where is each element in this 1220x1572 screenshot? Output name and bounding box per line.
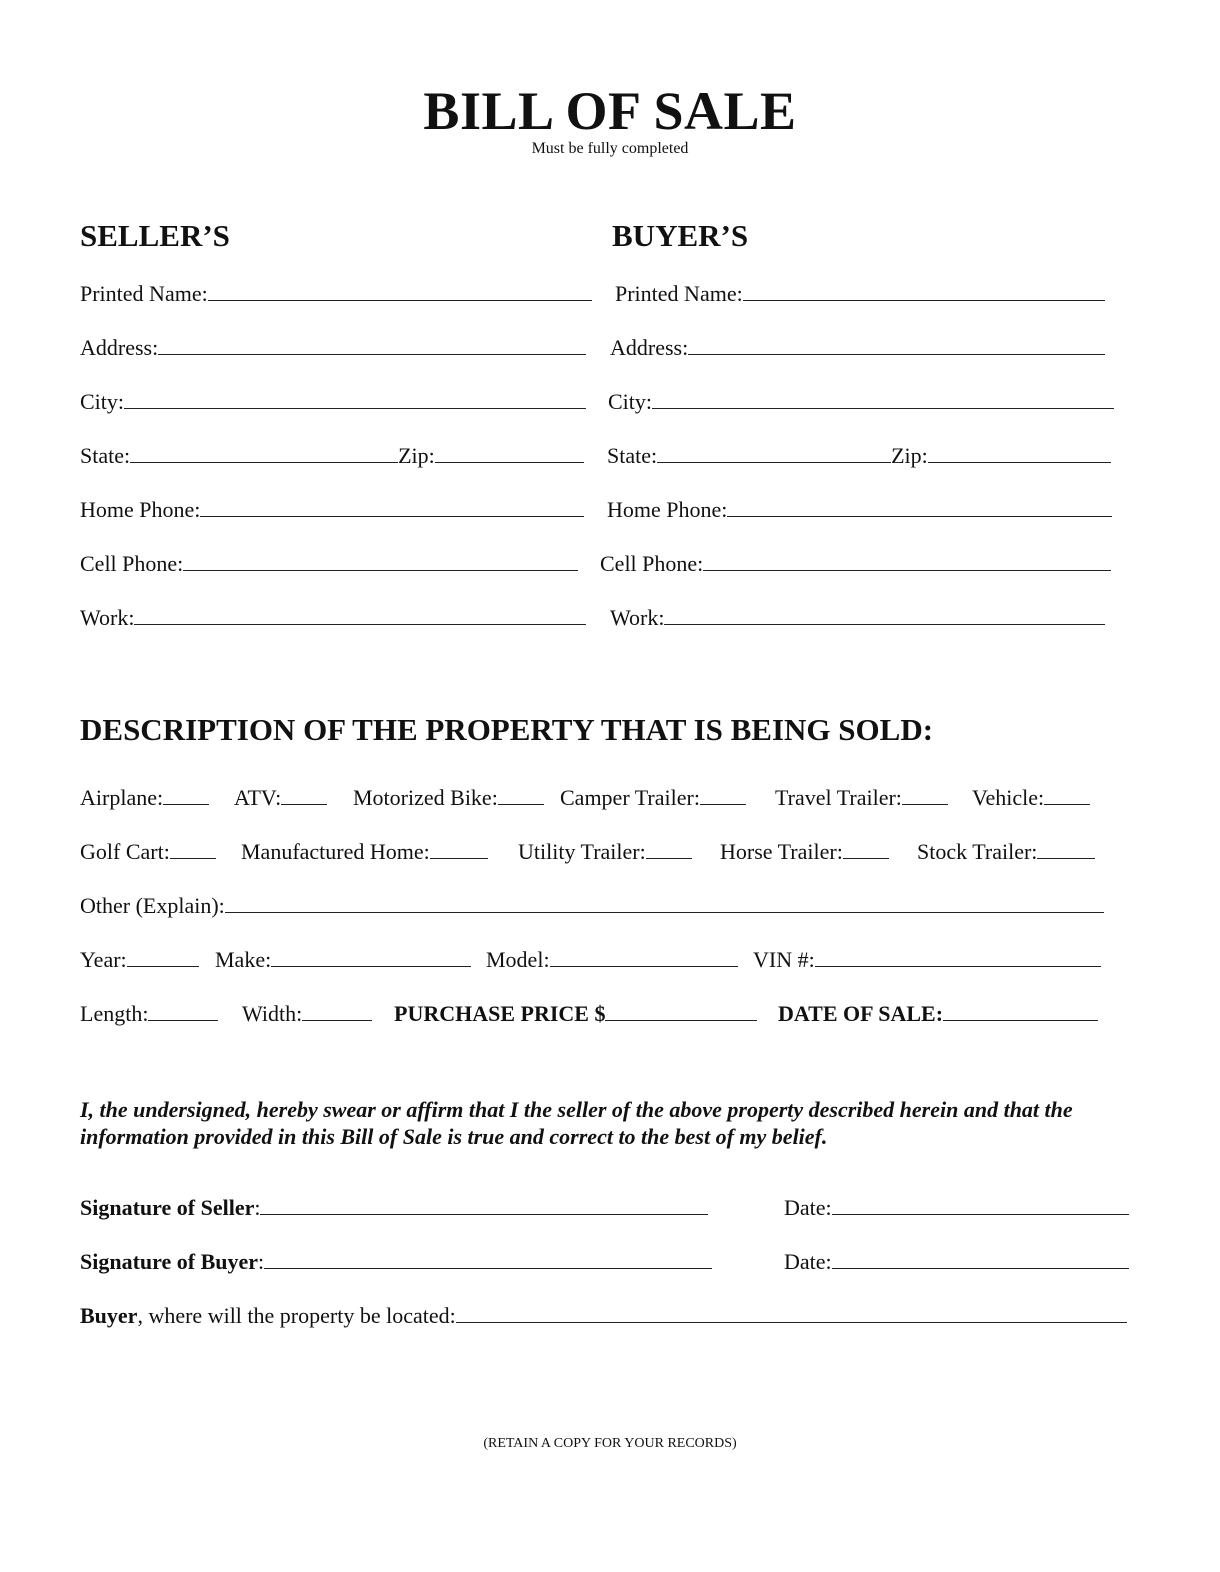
airplane-field[interactable] [80, 784, 209, 814]
utility-trailer-field[interactable] [518, 838, 692, 868]
model-field[interactable] [486, 946, 738, 976]
seller-city-label: City: [80, 389, 125, 414]
motorized-bike-field[interactable] [353, 784, 544, 814]
airplane-input[interactable] [163, 784, 209, 805]
seller-zip-input[interactable] [435, 442, 584, 463]
buyer-state-zip-field[interactable] [607, 442, 1111, 472]
golf-cart-label: Golf Cart: [80, 839, 170, 864]
manufactured-home-label: Manufactured Home: [241, 839, 430, 864]
seller-date-input[interactable] [832, 1194, 1129, 1215]
purchase-price-input[interactable] [605, 1000, 757, 1021]
buyer-state-input[interactable] [657, 442, 891, 463]
affirmation-statement: I, the undersigned, hereby swear or affirm that I the seller of the above property described herein and that the information provided in this Bill of Sale is true and correct to the best of my belief. [80, 1097, 1073, 1149]
buyer-home-phone-label: Home Phone: [607, 497, 728, 522]
buyer-cell-phone-field[interactable] [600, 550, 1111, 580]
buyer-state-label: State: [607, 443, 658, 468]
seller-work-field[interactable] [80, 604, 586, 634]
vin-label: VIN #: [753, 947, 815, 972]
travel-trailer-input[interactable] [902, 784, 948, 805]
atv-field[interactable] [234, 784, 327, 814]
seller-work-label: Work: [80, 605, 135, 630]
make-field[interactable] [215, 946, 471, 976]
buyer-address-label: Address: [610, 335, 689, 360]
property-location-label-bold: Buyer [80, 1303, 138, 1328]
seller-printed-name-label: Printed Name: [80, 281, 208, 306]
buyer-cell-phone-input[interactable] [703, 550, 1111, 571]
vin-input[interactable] [815, 946, 1101, 967]
atv-input[interactable] [281, 784, 327, 805]
seller-printed-name-field[interactable] [80, 280, 592, 310]
seller-printed-name-input[interactable] [208, 280, 592, 301]
manufactured-home-field[interactable] [241, 838, 488, 868]
footer-note: (RETAIN A COPY FOR YOUR RECORDS) [483, 1436, 737, 1451]
motorized-bike-input[interactable] [498, 784, 544, 805]
vehicle-field[interactable] [972, 784, 1090, 814]
seller-work-input[interactable] [134, 604, 586, 625]
purchase-price-label: PURCHASE PRICE $ [394, 1001, 606, 1026]
property-location-input[interactable] [456, 1302, 1127, 1323]
seller-cell-phone-input[interactable] [183, 550, 578, 571]
length-label: Length: [80, 1001, 149, 1026]
width-field[interactable] [242, 1000, 372, 1030]
property-location-label: , where will the property be located: [137, 1303, 456, 1328]
year-input[interactable] [127, 946, 199, 967]
stock-trailer-label: Stock Trailer: [917, 839, 1038, 864]
buyer-signature-field[interactable] [80, 1248, 712, 1278]
seller-home-phone-field[interactable] [80, 496, 584, 526]
utility-trailer-input[interactable] [646, 838, 692, 859]
date-of-sale-field[interactable] [778, 1000, 1098, 1030]
buyer-date-input[interactable] [832, 1248, 1129, 1269]
vehicle-label: Vehicle: [972, 785, 1045, 810]
seller-city-input[interactable] [124, 388, 586, 409]
buyer-date-field[interactable] [784, 1248, 1129, 1278]
length-input[interactable] [148, 1000, 218, 1021]
buyer-signature-label: Signature of Buyer [80, 1249, 259, 1274]
seller-state-zip-field[interactable] [80, 442, 584, 472]
seller-state-input[interactable] [130, 442, 398, 463]
seller-date-field[interactable] [784, 1194, 1129, 1224]
camper-trailer-label: Camper Trailer: [560, 785, 700, 810]
width-label: Width: [242, 1001, 303, 1026]
stock-trailer-field[interactable] [917, 838, 1095, 868]
buyer-city-input[interactable] [652, 388, 1114, 409]
other-explain-input[interactable] [225, 892, 1104, 913]
seller-state-label: State: [80, 443, 131, 468]
seller-city-field[interactable] [80, 388, 586, 418]
camper-trailer-input[interactable] [700, 784, 746, 805]
buyer-printed-name-label: Printed Name: [615, 281, 743, 306]
seller-signature-input[interactable] [260, 1194, 708, 1215]
buyer-cell-phone-label: Cell Phone: [600, 551, 704, 576]
atv-label: ATV: [234, 785, 282, 810]
horse-trailer-label: Horse Trailer: [720, 839, 843, 864]
year-field[interactable] [80, 946, 199, 976]
property-heading: DESCRIPTION OF THE PROPERTY THAT IS BEING SOLD: [80, 712, 934, 747]
document-subtitle: Must be fully completed [531, 140, 689, 157]
document-title: BILL OF SALE [423, 81, 797, 141]
utility-trailer-label: Utility Trailer: [518, 839, 646, 864]
buyer-address-input[interactable] [688, 334, 1105, 355]
seller-address-label: Address: [80, 335, 159, 360]
buyer-zip-label: Zip: [891, 443, 928, 468]
seller-date-label: Date: [784, 1195, 832, 1220]
seller-cell-phone-label: Cell Phone: [80, 551, 184, 576]
buyer-zip-input[interactable] [928, 442, 1111, 463]
buyer-work-input[interactable] [664, 604, 1105, 625]
horse-trailer-input[interactable] [843, 838, 889, 859]
horse-trailer-field[interactable] [720, 838, 889, 868]
golf-cart-field[interactable] [80, 838, 216, 868]
stock-trailer-input[interactable] [1037, 838, 1095, 859]
manufactured-home-input[interactable] [430, 838, 488, 859]
date-of-sale-label: DATE OF SALE: [778, 1001, 944, 1026]
purchase-price-field[interactable] [394, 1000, 757, 1030]
year-label: Year: [80, 947, 127, 972]
airplane-label: Airplane: [80, 785, 164, 810]
golf-cart-input[interactable] [170, 838, 216, 859]
buyer-home-phone-input[interactable] [727, 496, 1112, 517]
date-of-sale-input[interactable] [943, 1000, 1098, 1021]
seller-home-phone-label: Home Phone: [80, 497, 201, 522]
property-location-field[interactable] [80, 1302, 1127, 1332]
seller-heading: SELLER’S [80, 218, 230, 253]
buyer-home-phone-field[interactable] [607, 496, 1112, 526]
buyer-signature-colon: : [258, 1249, 265, 1274]
motorized-bike-label: Motorized Bike: [353, 785, 498, 810]
buyer-printed-name-input[interactable] [743, 280, 1105, 301]
other-explain-field[interactable] [80, 892, 1104, 922]
buyer-work-label: Work: [610, 605, 665, 630]
buyer-printed-name-field[interactable] [615, 280, 1105, 310]
model-label: Model: [486, 947, 550, 972]
seller-address-field[interactable] [80, 334, 586, 364]
buyer-signature-input[interactable] [264, 1248, 712, 1269]
seller-zip-label: Zip: [398, 443, 435, 468]
make-label: Make: [215, 947, 272, 972]
buyer-city-label: City: [608, 389, 653, 414]
camper-trailer-field[interactable] [560, 784, 746, 814]
model-input[interactable] [550, 946, 738, 967]
make-input[interactable] [271, 946, 471, 967]
seller-address-input[interactable] [158, 334, 586, 355]
seller-signature-field[interactable] [80, 1194, 708, 1224]
travel-trailer-label: Travel Trailer: [775, 785, 902, 810]
vehicle-input[interactable] [1044, 784, 1090, 805]
seller-cell-phone-field[interactable] [80, 550, 578, 580]
buyer-heading: BUYER’S [612, 218, 749, 253]
length-field[interactable] [80, 1000, 218, 1030]
travel-trailer-field[interactable] [775, 784, 948, 814]
seller-signature-colon: : [254, 1195, 261, 1220]
seller-signature-label: Signature of Seller [80, 1195, 255, 1220]
seller-home-phone-input[interactable] [200, 496, 584, 517]
buyer-address-field[interactable] [610, 334, 1105, 364]
buyer-city-field[interactable] [608, 388, 1114, 418]
buyer-date-label: Date: [784, 1249, 832, 1274]
vin-field[interactable] [753, 946, 1101, 976]
width-input[interactable] [302, 1000, 372, 1021]
buyer-work-field[interactable] [610, 604, 1105, 634]
other-explain-label: Other (Explain): [80, 893, 225, 918]
